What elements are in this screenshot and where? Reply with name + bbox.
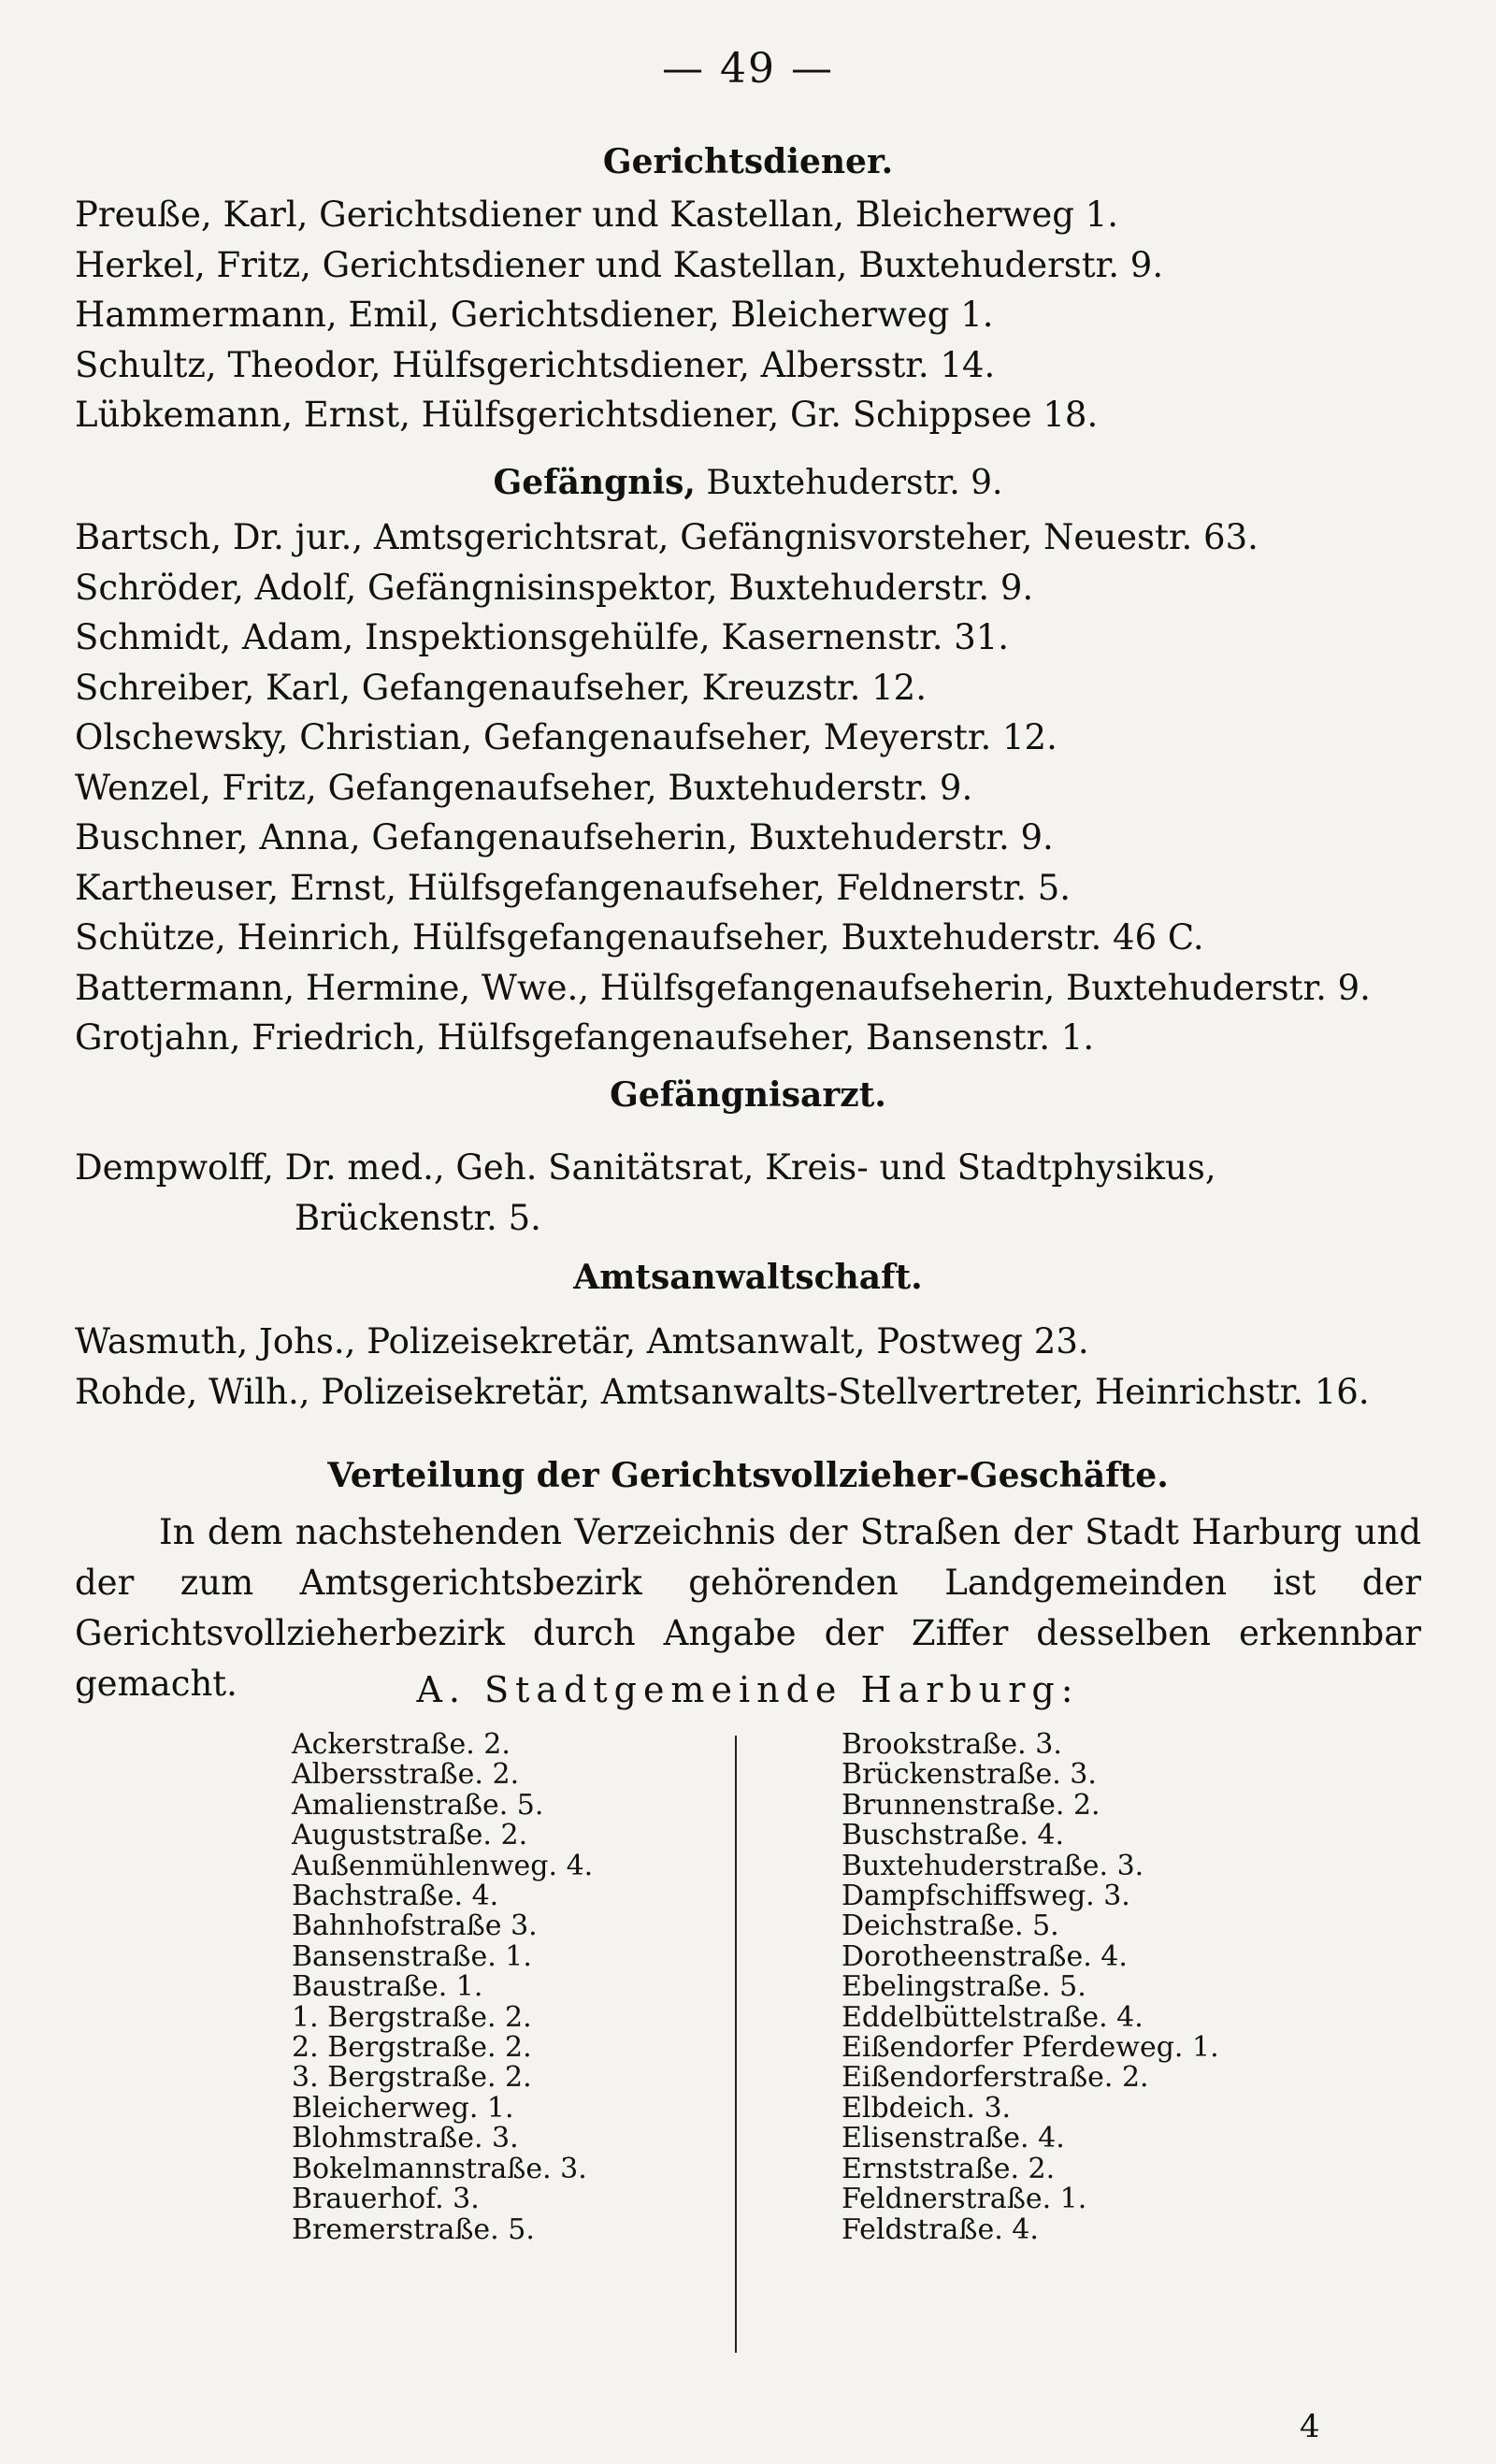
list-item: Herkel, Fritz, Gerichtsdiener und Kastellan, Buxtehuderstr. 9.: [75, 244, 1164, 285]
list-item: 3. Bergstraße. 2.: [292, 2061, 532, 2095]
list-item: Deichstraße. 5.: [842, 1909, 1059, 1943]
list-item: Dempwolff, Dr. med., Geh. Sanitätsrat, Kreis- und Stadtphysikus,: [75, 1147, 1216, 1188]
list-item: Preuße, Karl, Gerichtsdiener und Kastellan, Bleicherweg 1.: [75, 195, 1118, 235]
list-item: Außenmühlenweg. 4.: [292, 1849, 594, 1882]
street-list-right: [842, 1730, 1219, 2245]
list-item: Amalienstraße. 5.: [292, 1788, 544, 1822]
list-item: Bremerstraße. 5.: [292, 2212, 535, 2246]
list-item: Brunnenstraße. 2.: [842, 1788, 1100, 1822]
heading-gefaengnis-address: Buxtehuderstr. 9.: [695, 464, 1003, 502]
list-item: Albersstraße. 2.: [292, 1758, 520, 1792]
list-item: Bahnhofstraße 3.: [292, 1909, 538, 1943]
heading-verteilung: Verteilung der Gerichtsvollzieher-Geschäfte.: [327, 1456, 1169, 1495]
heading-gefaengnis-title: Gefängnis,: [493, 463, 696, 502]
list-item: Eißendorferstraße. 2.: [842, 2061, 1149, 2095]
list-item: Ernststraße. 2.: [842, 2152, 1056, 2185]
list-item: Eddelbüttelstraße. 4.: [842, 2000, 1144, 2034]
list-item: Buxtehuderstraße. 3.: [842, 1849, 1144, 1882]
heading-amtsanwaltschaft: Amtsanwaltschaft.: [573, 1258, 923, 1297]
list-item: Bachstraße. 4.: [292, 1880, 499, 1913]
list-item: Ebelingstraße. 5.: [842, 1970, 1086, 2004]
list-item: Olschewsky, Christian, Gefangenaufseher, Meyerstr. 12.: [75, 717, 1057, 757]
list-item: Ackerstraße. 2.: [292, 1728, 511, 1761]
heading-gefaengnisarzt: Gefängnisarzt.: [610, 1075, 886, 1115]
list-item: 2. Bergstraße. 2.: [292, 2031, 532, 2065]
list-gefaengnis: [75, 512, 1440, 1063]
list-item: Feldnerstraße. 1.: [842, 2183, 1087, 2216]
heading-gerichtsdiener: Gerichtsdiener.: [602, 142, 894, 181]
page-number: — 49 —: [662, 45, 834, 93]
list-item: Bleicherweg. 1.: [292, 2091, 514, 2125]
list-item: Elisenstraße. 4.: [842, 2122, 1065, 2155]
street-list-left: [292, 1730, 593, 2245]
list-item-continuation: Brückenstr. 5.: [295, 1197, 541, 1238]
list-item: 1. Bergstraße. 2.: [292, 2000, 532, 2034]
list-item: Blohmstraße. 3.: [292, 2122, 519, 2155]
list-item: Brookstraße. 3.: [842, 1728, 1062, 1761]
heading-gefaengnis: [0, 463, 1496, 502]
list-item: Dorotheenstraße. 4.: [842, 1939, 1128, 1973]
list-amtsanwaltschaft: [75, 1317, 1440, 1417]
list-item: Feldstraße. 4.: [842, 2212, 1039, 2246]
column-divider: [735, 1736, 737, 2353]
list-item: Hammermann, Emil, Gerichtsdiener, Bleicherweg 1.: [75, 295, 994, 335]
list-item: Lübkemann, Ernst, Hülfsgerichtsdiener, Gr. Schippsee 18.: [75, 395, 1099, 435]
list-item: Wasmuth, Johs., Polizeisekretär, Amtsanwalt, Postweg 23.: [75, 1321, 1089, 1362]
list-item: Wenzel, Fritz, Gefangenaufseher, Buxtehuderstr. 9.: [75, 767, 973, 808]
list-gefaengnisarzt: [75, 1143, 1440, 1243]
list-item: Bansenstraße. 1.: [292, 1939, 532, 1973]
signature-mark: 4: [1300, 2408, 1320, 2445]
list-item: Rohde, Wilh., Polizeisekretär, Amtsanwalts-Stellvertreter, Heinrichstr. 16.: [75, 1371, 1370, 1412]
list-item: Eißendorfer Pferdeweg. 1.: [842, 2031, 1219, 2065]
list-gerichtsdiener: [75, 190, 1440, 440]
list-item: Battermann, Hermine, Wwe., Hülfsgefangenaufseherin, Buxtehuderstr. 9.: [75, 967, 1371, 1008]
list-item: Schröder, Adolf, Gefängnisinspektor, Buxtehuderstr. 9.: [75, 567, 1034, 608]
list-item: Auguststraße. 2.: [292, 1819, 528, 1852]
list-item: Schultz, Theodor, Hülfsgerichtsdiener, Albersstr. 14.: [75, 344, 996, 385]
list-item: Bartsch, Dr. jur., Amtsgerichtsrat, Gefängnisvorsteher, Neuestr. 63.: [75, 517, 1259, 557]
list-item: Schmidt, Adam, Inspektionsgehülfe, Kasernenstr. 31.: [75, 617, 1010, 657]
list-item: Brauerhof. 3.: [292, 2183, 480, 2216]
list-item: Schütze, Heinrich, Hülfsgefangenaufseher, Buxtehuderstr. 46 C.: [75, 917, 1204, 958]
list-item: Kartheuser, Ernst, Hülfsgefangenaufseher, Feldnerstr. 5.: [75, 867, 1072, 908]
list-item: Buschstraße. 4.: [842, 1819, 1065, 1852]
paragraph-text: In dem nachstehenden Verzeichnis der Straßen der Stadt Harburg und der zum Amtsgerichtsbezirk gehörenden Landgemeinden ist der Gerichtsvollzieherbezirk durch Angabe der Ziffer desselben erkennbar gemacht.: [75, 1512, 1421, 1704]
list-item: Bokelmannstraße. 3.: [292, 2152, 587, 2185]
list-item: Baustraße. 1.: [292, 1970, 483, 2004]
list-item: Buschner, Anna, Gefangenaufseherin, Buxtehuderstr. 9.: [75, 817, 1054, 857]
list-item: Brückenstraße. 3.: [842, 1758, 1097, 1792]
list-item: Elbdeich. 3.: [842, 2091, 1012, 2125]
list-item: Grotjahn, Friedrich, Hülfsgefangenaufseher, Bansenstr. 1.: [75, 1017, 1095, 1058]
list-item: Schreiber, Karl, Gefangenaufseher, Kreuzstr. 12.: [75, 667, 927, 708]
heading-stadtgemeinde: A. Stadtgemeinde Harburg:: [416, 1669, 1080, 1710]
list-item: Dampfschiffsweg. 3.: [842, 1880, 1130, 1913]
